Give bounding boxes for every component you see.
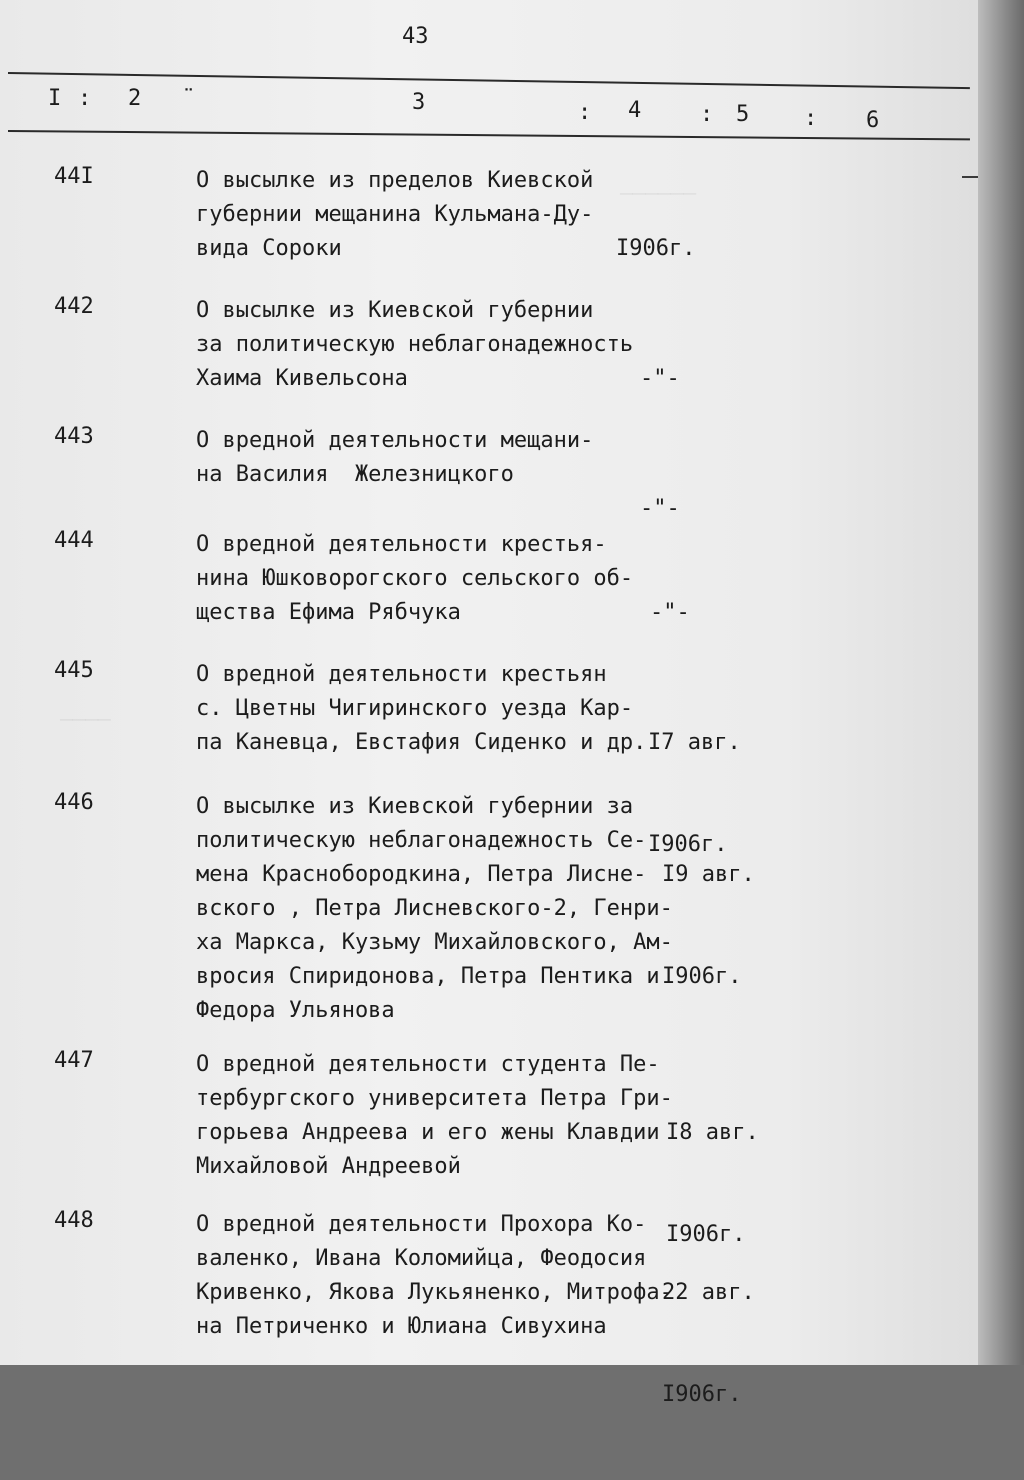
column-header-4: 4: [628, 98, 642, 123]
date-line: -"-: [650, 600, 690, 625]
description-line: вского , Петра Лисневского-2, Генри-: [196, 896, 673, 921]
entry-description: [196, 528, 666, 630]
description-line: Михайловой Андреевой: [196, 1154, 461, 1179]
header-rule-top: [8, 72, 970, 89]
entry-number: 445: [54, 658, 94, 683]
entry-date: [662, 1208, 755, 1480]
description-line: вросия Спиридонова, Петра Пентика и: [196, 964, 660, 989]
entry-number: 446: [54, 790, 94, 815]
date-line: -"-: [640, 496, 680, 521]
description-line: Федора Ульянова: [196, 998, 395, 1023]
description-line: О вредной деятельности Прохора Ко-: [196, 1212, 647, 1237]
description-line: ха Маркса, Кузьму Михайловского, Ам-: [196, 930, 673, 955]
bleed-through-mark: ──────: [620, 182, 696, 206]
date-line: I906г.: [662, 1382, 742, 1407]
column-header-3: 3: [412, 90, 426, 115]
entry-description: [196, 1208, 673, 1344]
bleed-through-mark: ────: [60, 708, 111, 732]
entry-number: 447: [54, 1048, 94, 1073]
column-header-2: 2: [128, 86, 142, 111]
description-line: Хаима Кивельсона: [196, 366, 408, 391]
entry-description: [196, 658, 666, 760]
description-line: политическую неблагонадежность Се-: [196, 828, 647, 853]
date-line: I906г.: [616, 236, 696, 261]
column-header-5: 5: [736, 102, 750, 127]
description-line: на Василия Железницкого: [196, 462, 514, 487]
description-line: Кривенко, Якова Лукьяненко, Митрофа-: [196, 1280, 673, 1305]
date-line: -"-: [640, 366, 680, 391]
description-line: О высылке из пределов Киевской: [196, 168, 594, 193]
date-line: I7 авг.: [648, 730, 741, 755]
page-number: 43: [402, 24, 429, 49]
description-line: с. Цветны Чигиринского уезда Кар-: [196, 696, 634, 721]
entry-number: 448: [54, 1208, 94, 1233]
column-header-6: 6: [866, 108, 880, 133]
date-line: I906г.: [662, 964, 742, 989]
date-line: I906г.: [666, 1222, 746, 1247]
entry-date: [662, 790, 755, 1062]
margin-tick-mark: [962, 176, 978, 178]
entry-number: 443: [54, 424, 94, 449]
description-line: валенко, Ивана Коломийца, Феодосия: [196, 1246, 647, 1271]
description-line: губернии мещанина Кульмана-Ду-: [196, 202, 594, 227]
description-line: О высылке из Киевской губернии: [196, 298, 594, 323]
entry-number: 444: [54, 528, 94, 553]
entry-description: [196, 790, 673, 1028]
column-separator: ¨: [182, 86, 196, 111]
column-header-1: I: [48, 86, 62, 111]
description-line: О вредной деятельности крестьян: [196, 662, 607, 687]
entry-number: 44I: [54, 164, 94, 189]
description-line: щества Ефима Рябчука: [196, 600, 461, 625]
description-line: за политическую неблагонадежность: [196, 332, 634, 357]
date-line: 22 авг.: [662, 1280, 755, 1305]
description-line: О высылке из Киевской губернии за: [196, 794, 634, 819]
description-line: мена Краснобородкина, Петра Лисне-: [196, 862, 647, 887]
entry-description: [196, 294, 666, 396]
description-line: на Петриченко и Юлиана Сивухина: [196, 1314, 607, 1339]
description-line: нина Юшковорогского сельского об-: [196, 566, 634, 591]
description-line: О вредной деятельности крестья-: [196, 532, 607, 557]
description-line: О вредной деятельности студента Пе-: [196, 1052, 660, 1077]
description-line: вида Сороки: [196, 236, 342, 261]
description-line: па Каневца, Евстафия Сиденко и др.: [196, 730, 647, 755]
description-line: горьева Андреева и его жены Клавдии: [196, 1120, 660, 1145]
entry-description: [196, 164, 666, 266]
header-rule-bottom: [8, 130, 970, 140]
date-line: I9 авг.: [662, 862, 755, 887]
entry-description: [196, 1048, 673, 1184]
entry-description: [196, 424, 666, 492]
column-separator: :: [78, 86, 92, 111]
column-separator: :: [804, 106, 818, 131]
page-edge-shadow: [978, 0, 1024, 1365]
column-separator: :: [578, 100, 592, 125]
date-line: I906г.: [648, 832, 728, 857]
column-separator: :: [700, 102, 714, 127]
description-line: О вредной деятельности мещани-: [196, 428, 594, 453]
description-line: тербургского университета Петра Гри-: [196, 1086, 673, 1111]
entry-number: 442: [54, 294, 94, 319]
date-line: I8 авг.: [666, 1120, 759, 1145]
